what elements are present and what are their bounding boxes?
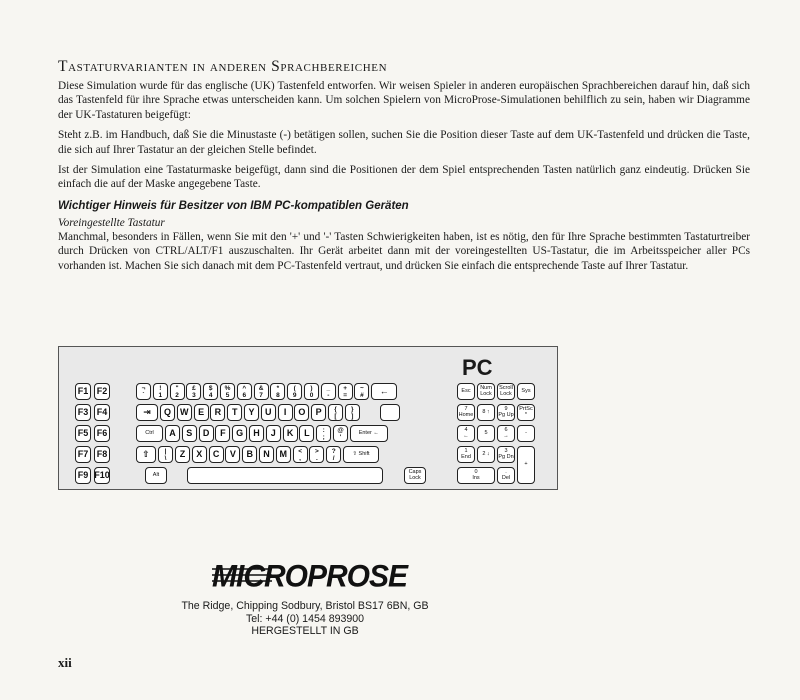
paragraph-3: Ist der Simulation eine Tastaturmaske beigefügt, dann sind die Positionen der dem Spiel entsprechenden Tasten natürlich ganz eindeutig. Drücken Sie einfach die auf der Maske angegebene Taste.: [58, 164, 750, 191]
important-note-heading: Wichtiger Hinweis für Besitzer von IBM PC-kompatiblen Geräten: [58, 199, 409, 212]
note-paragraph: Manchmal, besonders in Fällen, wenn Sie mit den '+' und '-' Tasten Schwierigkeiten haben, ist es nötig, den für Ihre Sprache bestimmten Tastaturtreiber durch Drücken von CTRL/ALT/F1 auszuschalten. Ihr Gerät arbeitet dann mit der voreingestellten US-Tastatur, die im Arbeitsspeicher aller PCs vorhanden ist. Machen Sie sich danach mit dem PC-Tastenfeld vertraut, und drücken Sie einfach die entsprechende Taste auf Ihrer Tastatur.: [58, 230, 750, 272]
keyboard-key: * 8: [270, 383, 285, 400]
keyboard-key: @ ': [333, 425, 348, 442]
keyboard-key: 3 Pg Dn: [497, 446, 515, 463]
keyboard-key: & 7: [254, 383, 269, 400]
keyboard-key: Num Lock: [477, 383, 495, 400]
keyboard-key: E: [194, 404, 209, 421]
paragraph-1: Diese Simulation wurde für das englische (UK) Tastenfeld entworfen. Wir weisen Spieler in anderen europäischen Sprachbereichen darauf hin, daß sich das Tastenfeld für ihre Sprache etwas unterscheiden kann. Um solchen Spielern von MicroProse-Simulationen behilflich zu sein, haben wir Diagramme der UK-Tastaturen beigefügt:: [58, 80, 750, 121]
address-line-1: The Ridge, Chipping Sodbury, Bristol BS17 6BN, GB: [181, 600, 429, 612]
keyboard-key: . Del: [497, 467, 515, 484]
keyboard-key: ( 9: [287, 383, 302, 400]
page-heading: Tastaturvarianten in anderen Sprachbereichen: [58, 58, 388, 75]
logo-text: MICROPROSE: [212, 559, 408, 594]
keyboard-key: F1: [75, 383, 91, 400]
keyboard-key: F9: [75, 467, 91, 484]
keyboard-key: R: [210, 404, 225, 421]
keyboard-key: 6 →: [497, 425, 515, 442]
keyboard-key: G: [232, 425, 247, 442]
keyboard-key: F2: [94, 383, 110, 400]
keyboard-key: ~ #: [354, 383, 369, 400]
keyboard-key: C: [209, 446, 224, 463]
keyboard-key: ¬ `: [136, 383, 151, 400]
keyboard-key: M: [276, 446, 291, 463]
keyboard-key: X: [192, 446, 207, 463]
address-made-in: HERGESTELLT IN GB: [251, 625, 359, 637]
keyboard-key: ? /: [326, 446, 341, 463]
keyboard-key: Esc: [457, 383, 475, 400]
keyboard-key: 1 End: [457, 446, 475, 463]
keyboard-key-blank: [187, 467, 383, 484]
keyboard-key: F6: [94, 425, 110, 442]
keyboard-key: Sys: [517, 383, 535, 400]
keyboard-key: 7 Home: [457, 404, 475, 421]
keyboard-key: Caps Lock: [404, 467, 426, 484]
keyboard-key: ⇧ Shift: [343, 446, 379, 463]
keyboard-key: $ 4: [203, 383, 218, 400]
keyboard-key: V: [225, 446, 240, 463]
keyboard-key: 2 ↓: [477, 446, 495, 463]
keyboard-key: 0 Ins: [457, 467, 495, 484]
keyboard-key: } ]: [345, 404, 360, 421]
document-body: [58, 58, 750, 279]
keyboard-key: O: [294, 404, 309, 421]
keyboard-key-blank: [380, 404, 400, 421]
keyboard-key: ! 1: [153, 383, 168, 400]
keyboard-key: F: [215, 425, 230, 442]
keyboard-diagram: [58, 346, 558, 490]
keyboard-key: Scroll Lock: [497, 383, 515, 400]
keyboard-key: { [: [328, 404, 343, 421]
keyboard-key: Y: [244, 404, 259, 421]
keyboard-key: PrtSc *: [517, 404, 535, 421]
keyboard-key: F4: [94, 404, 110, 421]
keyboard-key: 9 Pg Up: [497, 404, 515, 421]
keyboard-key: F3: [75, 404, 91, 421]
keyboard-key: B: [242, 446, 257, 463]
keyboard-key: < ,: [293, 446, 308, 463]
keyboard-key: ←: [371, 383, 397, 400]
keyboard-key: £ 3: [186, 383, 201, 400]
keyboard-key: | \: [158, 446, 173, 463]
keyboard-key: A: [165, 425, 180, 442]
keyboard-key: T: [227, 404, 242, 421]
keyboard-key: K: [283, 425, 298, 442]
keyboard-key: U: [261, 404, 276, 421]
keyboard-key: 4 ←: [457, 425, 475, 442]
keyboard-key: J: [266, 425, 281, 442]
keyboard-key: P: [311, 404, 326, 421]
keyboard-key: Alt: [145, 467, 167, 484]
keyboard-key: D: [199, 425, 214, 442]
keyboard-key: S: [182, 425, 197, 442]
keyboard-key: F5: [75, 425, 91, 442]
keyboard-key: Z: [175, 446, 190, 463]
keyboard-key: F10: [94, 467, 110, 484]
keyboard-key: Q: [160, 404, 175, 421]
keyboard-key: : ;: [316, 425, 331, 442]
keyboard-key: -: [517, 425, 535, 442]
address-phone: Tel: +44 (0) 1454 893900: [245, 612, 365, 625]
keyboard-key: +: [517, 446, 535, 484]
page-number: xii: [58, 655, 72, 670]
keyboard-key: ) 0: [304, 383, 319, 400]
keyboard-key: Enter ←: [350, 425, 388, 442]
keyboard-key: I: [278, 404, 293, 421]
keyboard-key: F8: [94, 446, 110, 463]
company-address: [170, 600, 440, 638]
keyboard-key: N: [259, 446, 274, 463]
keyboard-key: L: [299, 425, 314, 442]
keyboard-key: ⇥: [136, 404, 158, 421]
keyboard-key: ^ 6: [237, 383, 252, 400]
keyboard-key: > .: [309, 446, 324, 463]
keyboard-key: + =: [338, 383, 353, 400]
keyboard-key: Ctrl: [136, 425, 163, 442]
keyboard-key: 8 ↑: [477, 404, 495, 421]
keyboard-key: F7: [75, 446, 91, 463]
keyboard-key: ⇧: [136, 446, 156, 463]
paragraph-2: Steht z.B. im Handbuch, daß Sie die Minustaste (-) betätigen sollen, suchen Sie die Position dieser Taste auf dem UK-Tastenfeld und drücken die Taste, die sich auf Ihrer Tastatur an der gleichen Stelle befindet.: [58, 129, 750, 156]
keyboard-label: PC: [462, 355, 493, 380]
keyboard-key: % 5: [220, 383, 235, 400]
keyboard-key: " 2: [170, 383, 185, 400]
microprose-logo: [212, 559, 408, 594]
keyboard-key: _ -: [321, 383, 336, 400]
keyboard-key: 5: [477, 425, 495, 442]
subheading: Voreingestellte Tastatur: [58, 216, 165, 229]
keyboard-key: H: [249, 425, 264, 442]
keyboard-key: W: [177, 404, 192, 421]
